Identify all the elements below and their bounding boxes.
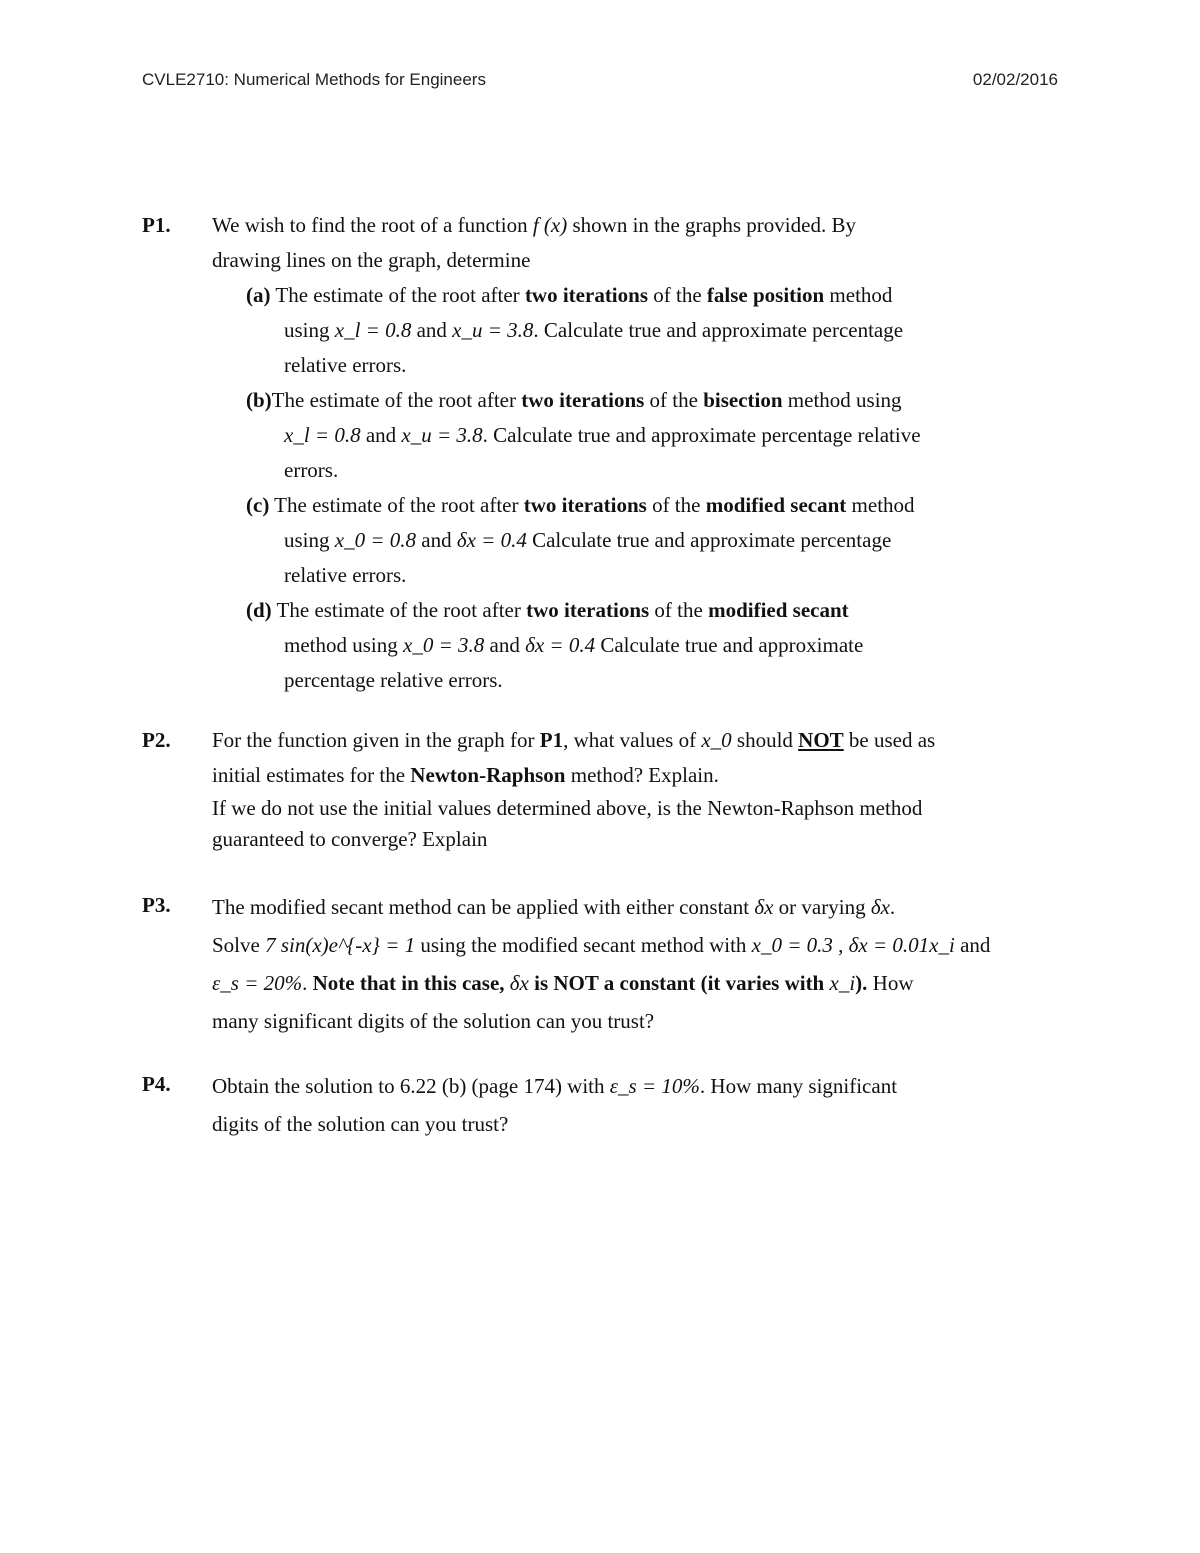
problem-1-label: P1. [142, 213, 171, 237]
part-d-text-4: and [484, 633, 526, 657]
problem-2-body [212, 723, 1062, 855]
course-title: CVLE2710: Numerical Methods for Engineers [142, 70, 486, 89]
math-delta-x: δx [509, 971, 529, 995]
math-equation: 7 sin(x)e^{-x} = 1 [265, 933, 416, 957]
p2-text-2: , what values of [563, 728, 702, 752]
part-a-bold-1: two iterations [524, 283, 648, 307]
part-d-text-2: of the [649, 598, 709, 622]
math-x0: x_0 = 0.3 [751, 933, 833, 957]
math-xl: x_l = 0.8 [284, 423, 361, 447]
p1-part-a [246, 278, 1062, 383]
problem-2 [142, 723, 1062, 855]
part-c-marker: (c) [246, 493, 270, 517]
math-epsilon-s: ε_s = 20% [212, 971, 303, 995]
part-a-text-7: relative errors. [284, 353, 407, 377]
p4-text: Obtain the solution to 6.22 (b) (page 174) with [212, 1074, 610, 1098]
page-header [142, 70, 1058, 90]
p3-text-9: How [867, 971, 914, 995]
p2-bold-p1: P1 [539, 728, 564, 752]
math-xu: x_u = 3.8 [452, 318, 534, 342]
part-d-text: The estimate of the root after [271, 598, 527, 622]
part-c-text-6: Calculate true and approximate percentage [526, 528, 892, 552]
part-a-text: The estimate of the root after [270, 283, 525, 307]
p2-bold-newton: Newton-Raphson [410, 763, 566, 787]
p1-part-c [246, 488, 1062, 593]
p3-bold-3: ). [855, 971, 868, 995]
math-epsilon-s: ε_s = 10% [609, 1074, 700, 1098]
part-b-text: The estimate of the root after [271, 388, 522, 412]
p3-text-7: and [954, 933, 991, 957]
math-xl: x_l = 0.8 [334, 318, 412, 342]
p2-text-8: guaranteed to converge? Explain [212, 827, 488, 851]
part-a-bold-2: false position [706, 283, 825, 307]
part-d-marker: (d) [246, 598, 272, 622]
math-x0: x_0 [701, 728, 732, 752]
part-b-bold-1: two iterations [521, 388, 645, 412]
part-a-text-2: of the [648, 283, 707, 307]
problem-3-label: P3. [142, 893, 171, 917]
part-b-text-6: errors. [284, 458, 339, 482]
part-b-text-3: method using [782, 388, 902, 412]
part-c-bold-2: modified secant [705, 493, 847, 517]
p2-text-5: initial estimates for the [212, 763, 411, 787]
p1-part-d [246, 593, 1062, 698]
part-a-text-6: . Calculate true and approximate percentage [533, 318, 904, 342]
p3-bold-1: Note that in this case, [312, 971, 510, 995]
problem-4-body [212, 1067, 1062, 1143]
problem-4-label: P4. [142, 1072, 171, 1096]
p1-intro-line-2: drawing lines on the graph, determine [212, 248, 531, 272]
p3-text-5: using the modified secant method with [415, 933, 752, 957]
math-delta-x: δx = 0.4 [456, 528, 527, 552]
p3-bold-2: is NOT a constant (it varies with [528, 971, 830, 995]
p3-text-6: , [832, 933, 849, 957]
part-a-text-4: using [284, 318, 335, 342]
p1-intro-text-2: shown in the graphs provided. By [567, 213, 856, 237]
part-a-text-3: method [824, 283, 893, 307]
p2-text-6: method? Explain. [565, 763, 719, 787]
header-date: 02/02/2016 [972, 70, 1058, 89]
problem-4 [142, 1067, 1062, 1143]
math-delta-x-rule: δx = 0.01x_i [848, 933, 955, 957]
p2-text-4: be used as [843, 728, 936, 752]
part-c-text-7: relative errors. [284, 563, 407, 587]
part-b-bold-2: bisection [703, 388, 783, 412]
part-c-text-4: using [284, 528, 335, 552]
p2-text-7: If we do not use the initial values determined above, is the Newton-Raphson method [212, 796, 923, 820]
part-d-text-5: Calculate true and approximate [595, 633, 864, 657]
part-c-bold-1: two iterations [523, 493, 647, 517]
math-x0: x_0 = 0.8 [334, 528, 417, 552]
problem-3 [142, 888, 1062, 1040]
part-d-text-6: percentage relative errors. [284, 668, 503, 692]
problem-1 [142, 208, 1062, 698]
part-c-text-3: method [846, 493, 915, 517]
math-delta-x: δx = 0.4 [525, 633, 596, 657]
math-delta-x: δx [870, 895, 890, 919]
part-d-bold-1: two iterations [526, 598, 650, 622]
p3-text-3: . [889, 895, 896, 919]
math-xu: x_u = 3.8 [401, 423, 483, 447]
part-a-text-5: and [411, 318, 453, 342]
part-a-marker: (a) [246, 283, 271, 307]
p3-text-4: Solve [212, 933, 266, 957]
p3-text-10: many significant digits of the solution can you trust? [212, 1009, 655, 1033]
part-b-text-2: of the [644, 388, 704, 412]
p4-text-3: digits of the solution can you trust? [212, 1112, 509, 1136]
part-c-text-5: and [416, 528, 457, 552]
problem-2-label: P2. [142, 728, 171, 752]
function-fx: f (x) [532, 213, 568, 237]
math-x0: x_0 = 3.8 [403, 633, 485, 657]
p3-text: The modified secant method can be applied with either constant [212, 895, 755, 919]
part-d-text-3: method using [284, 633, 403, 657]
p1-intro-line-1 [212, 208, 1062, 243]
p2-not-underlined: NOT [798, 728, 844, 752]
problem-1-body [212, 208, 1062, 698]
part-b-text-4: and [360, 423, 402, 447]
p3-text-2: or varying [773, 895, 871, 919]
p2-text: For the function given in the graph for [212, 728, 540, 752]
p4-text-2: . How many significant [699, 1074, 898, 1098]
math-delta-x: δx [754, 895, 774, 919]
p1-intro-text: We wish to find the root of a function [212, 213, 533, 237]
p2-text-3: should [731, 728, 799, 752]
part-b-marker: (b) [246, 388, 272, 412]
part-b-text-5: . Calculate true and approximate percentage relative [482, 423, 921, 447]
part-d-bold-2: modified secant [708, 598, 849, 622]
p3-text-8: . [302, 971, 313, 995]
part-c-text: The estimate of the root after [269, 493, 524, 517]
part-c-text-2: of the [646, 493, 706, 517]
problem-3-body [212, 888, 1062, 1040]
p1-part-b [246, 383, 1062, 488]
math-xi: x_i [829, 971, 856, 995]
